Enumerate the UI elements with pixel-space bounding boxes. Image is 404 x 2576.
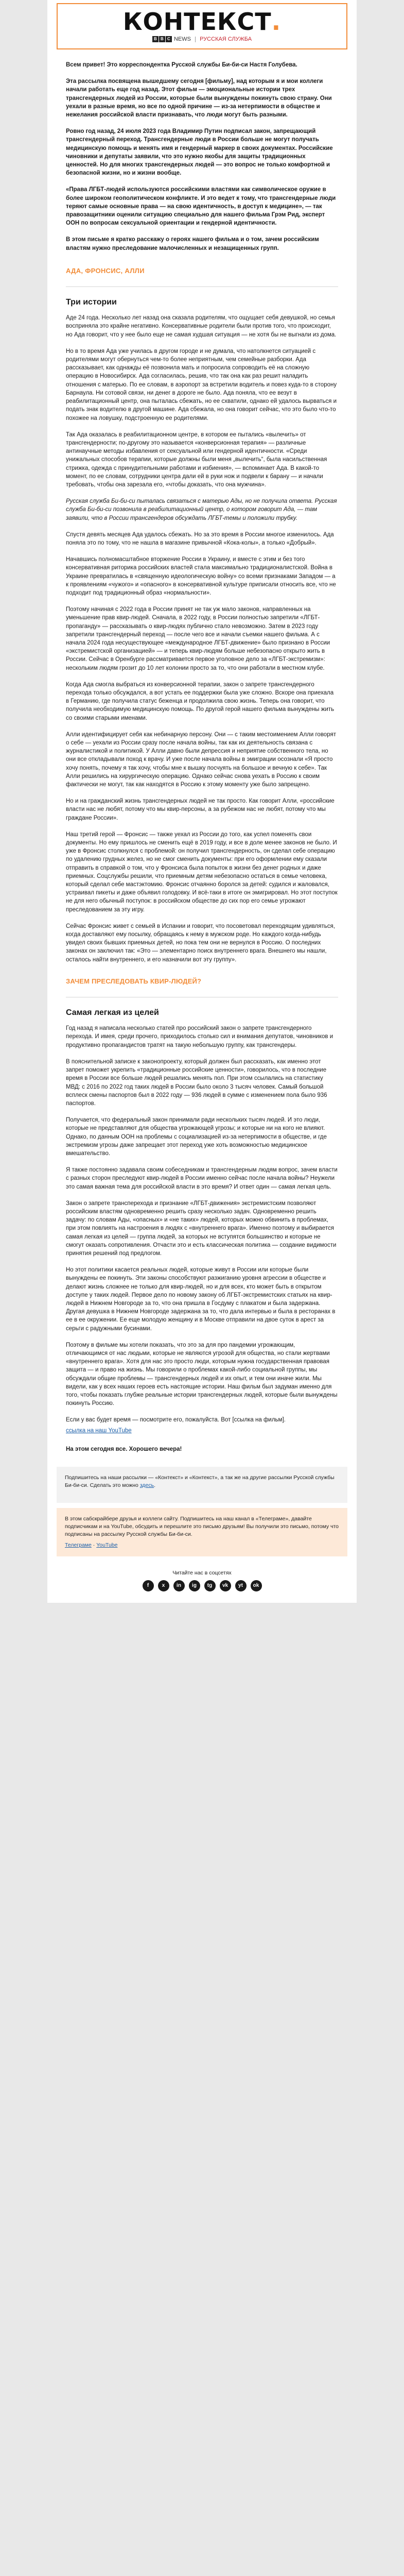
- youtube-link[interactable]: YouTube: [96, 1542, 118, 1549]
- vk-icon[interactable]: vk: [220, 1580, 231, 1591]
- branding-divider: [195, 37, 196, 42]
- feedback-block: [57, 1508, 347, 1556]
- heroes-heading: АДА, ФРОНСИС, АЛЛИ: [66, 266, 145, 275]
- masthead: [57, 3, 347, 49]
- bbc-logo-b1: B: [152, 36, 159, 42]
- bbc-russian-branding: [58, 36, 346, 42]
- divider: [66, 286, 338, 287]
- bbc-logo-b2: B: [159, 36, 165, 42]
- telegram-link[interactable]: Телеграме: [65, 1542, 92, 1549]
- story-paragraph: Сейчас Фронсис живет с семьей в Испании и говорит, что посоветовал переходящим удивляться, когда доставляют ему посылку, обращаясь к нему в мужском роде. Но каждого когда-нибудь увидел своих бывших приемных детей, но пока тем они не вернулся в Россию. О последних законах он заключил так: «Это — элементарно поиск внутреннего врага. Внешнего мы нашли, осталось найти внутреннего, и его назначили вот эту группу».: [66, 923, 335, 963]
- story-paragraph: Аде 24 года. Несколько лет назад она сказала родителям, что ощущает себя девушкой, но семья восприняла это крайне негативно. Консервативные родители были против того, что происходит, но Ада говорит, что у нее было еще не самая худшая ситуация — не хотя бы не выгнали из дома.: [66, 315, 337, 338]
- closing-line: На этом сегодня все. Хорошего вечера!: [66, 1446, 182, 1452]
- story-paragraph: Спустя девять месяцев Ада удалось сбежать. Но за это время в России многое изменилось. Ада поняла это по тому, что не нашла в магазине привычной «Кока-колы», а только «Добрый».: [66, 531, 334, 546]
- kontekst-logo[interactable]: КОНТЕКСТ.: [122, 8, 282, 36]
- ok-icon[interactable]: ok: [251, 1580, 262, 1591]
- analysis-paragraph: Но этот политики касается реальных людей, которые живут в России или которые были вынуждены ее покинуть. Эти законы способствуют разжиганию уровня агрессии в обществе и делают жизнь сложнее не только для квир-людей, но и для всех, кто может быть в открытом доступе у таких людей. Первое дело по новому закону об ЛГБТ-экстремистских статьях на квир-людей в Нижнем Новгороде за то, что она пришла в Госдуму с плакатом и была задержана. Другая девушка в Нижнем Новгороде задержана за то, что дала интервью и была в ресторанах в ее в ее окружении. Ее еще молодую женщину и в Москве отправили на двое суток в арест за серьги с радужными бусинами.: [66, 1267, 336, 1332]
- analysis-paragraph: Я также постоянно задавала своим собеседникам и трансгендерным людям вопрос, зачем власти с разных сторон преследуют квир-людей в России именно сейчас после начала войны? Неужели это самая важная тема для российской власти в это время? И ответ один — самая легкая цель.: [66, 1167, 338, 1190]
- story-paragraph: Поэтому начиная с 2022 года в России принят не так уж мало законов, направленных на уменьшение прав квир-людей. Сначала, в 2022 году, в России полностью запретили «ЛГБТ-пропаганду» — рассказывать о квир-людях публично стало невозможно. Затем в 2023 году запретили трансгендерный переход — после чего все и начали съемки нашего фильма. А с начала 2024 года несуществующее «международное ЛГБТ-движение» было признано в России «экстремистской организацией» — и теперь квир-людям больше небезопасно открыто жить в России. Сейчас в Оренбурге рассматривается первое уголовное дело за «ЛГБТ-экстремизм»: нескольким людям грозит до 10 лет колонии просто за то, что они работали в местном клубе.: [66, 606, 330, 671]
- subscribe-block: [57, 1467, 347, 1503]
- telegram-icon[interactable]: tg: [204, 1580, 216, 1591]
- x-icon[interactable]: x: [158, 1580, 169, 1591]
- subscribe-link[interactable]: здесь: [139, 1482, 154, 1489]
- linkedin-icon[interactable]: in: [173, 1580, 185, 1591]
- why-persecute-heading: ЗАЧЕМ ПРЕСЛЕДОВАТЬ КВИР-ЛЮДЕЙ?: [66, 977, 202, 985]
- section-easiest-target: [66, 1024, 338, 1435]
- analysis-paragraph: Год назад я написала несколько статей про российский закон о запрете трансгендерного перехода. И имея, среди прочего, приходилось столько сил и внимания депутатов, чиновников и продуктивно пропагандистов тратят на такую небольшую группу, как трансгендеры.: [66, 1025, 333, 1048]
- facebook-icon[interactable]: f: [143, 1580, 154, 1591]
- section-title-three-stories: Три истории: [66, 298, 117, 307]
- analysis-paragraph: Если у вас будет время — посмотрите его, пожалуйста. Вот [ссылка на фильм].: [66, 1417, 286, 1423]
- bbc-logo-c: C: [166, 36, 172, 42]
- subscribe-text: Подпишитесь на наши рассылки — «Контекст» и «Контекст», а так же на другие рассылки Русской службы Би-би-си. Сделать это можно здесь.: [65, 1475, 335, 1489]
- feedback-links: Телеграме · YouTube: [65, 1542, 118, 1549]
- newsletter-body: [47, 0, 357, 1603]
- russian-service-label: РУССКАЯ СЛУЖБА: [200, 36, 252, 42]
- intro-paragraph-3: «Права ЛГБТ-людей используются российскими властями как символическое оружие в более широком геополитическом конфликте. И это ведет к тому, что трансгендерные люди теряют самые основные права — на свою идентичность, в доступ к медицине», — так правозащитники оценили ситуацию специально для нашего фильма Грэм Рид, эксперт ООН по вопросам сексуальной ориентации и гендерной идентичности.: [66, 187, 336, 227]
- social-icons: [47, 1580, 357, 1591]
- instagram-icon[interactable]: ig: [189, 1580, 200, 1591]
- intro-greeting: Всем привет! Это корреспондентка Русской службы Би-би-си Настя Голубева.: [66, 62, 297, 68]
- youtube-film-link[interactable]: ссылка на наш YouTube: [66, 1427, 132, 1434]
- story-paragraph: Алли идентифицирует себя как небинарную персону. Они — с таким местоимением Алли говорят о себе — уехали из России сразу после начала войны, так как их деятельность связана с журналистикой и политикой. У Алли давно были депрессия и неприятие собственного тела, но они все откладывали поход к врачу. И уже после начала войны в эмиграции осознали «Я просто хочу понять, почему я так хочу, чтобы мне к вышку посчуять на большое и вечную к себе». Так Алли решились на хирургическую операцию. Однако сейчас снова уехать в Россию к своим фактически не могут, так как находятся в Россию к этому моменту уже было запрещено.: [66, 731, 336, 788]
- story-paragraph: Русская служба Би-би-си пыталась связаться с матерью Ады, но не получила ответа. Русская служба Би-би-си позвонила в реабилитационный центр, о котором говорит Ада, — там заявили, что в России трансгендеров обсуждать ЛГБТ-темы и положили трубку.: [66, 498, 337, 521]
- feedback-text: В этом сабскрайбере друзья и коллеги сайту. Подпишитесь на наш канал в «Телеграме», давайте подписчикам и на YouTube, обсудить и перешлите это письмо друзьям! Вы получили это письмо, потому что подписаны на рассылку Русской службы Би-би-си.: [65, 1516, 339, 1538]
- youtube-icon[interactable]: yt: [235, 1580, 247, 1591]
- story-paragraph: Так Ада оказалась в реабилитационном центре, в котором ее пытались «вылечить» от трансгендерности; по-другому это называется «конверсионная терапия» — различные антинаучные методы избавления от сексуальной или гендерной идентичности. «Среди унижальных способов терапии, которые должны были меня „вылечить“, была насильственная стрижка, одежда с принудительными работами и избиения», — вспоминает Ада. В какой-то момент, по ее словам, сотрудники центра дали ей в руки нож и подвели к барану — и начали требовать, чтобы она зарезала его, «чтобы доказать, что она мужчина».: [66, 431, 327, 488]
- section-three-stories: [66, 314, 338, 964]
- analysis-paragraph: В пояснительной записке к законопроекту, который должен был рассказать, как именно этот запрет поможет укрепить «традиционные российские ценности», говорилось, что в последние время в России все больше людей решались менять пол. При этом ссылались на статистику МВД: с 2016 по 2022 год таких людей в России было около 3 тысяч человек. Самый большой всплеск смены паспортов был в 2022 году — 936 людей в сумме с изменением пола было 936 паспортов.: [66, 1058, 327, 1107]
- youtube-link-row: [66, 1427, 338, 1435]
- section-title-easiest-target: Самая легкая из целей: [66, 1008, 159, 1018]
- story-paragraph: Но в то время Ада уже училась в другом городе и не думала, что натолкнется ситуацией с родителями могут обернуться чем-то более неприятным, чем семейные разборки. Ада рассказывает, как однажды её позвонила мать и попросила сопроводить её на сложную операцию в Новосибирск. Ада согласилась, решив, что так она как раз решит наладить отношения с матерью. По ее словам, в аэропорт за встретили водитель и повез куда-то в сторону Барнаула. Ни сотовой связи, ни денег в дороге не было. Ада поняла, что ее везут в реабилитационный центр, она пыталась сбежать, но ее схватили, однако ей удалось вырваться и подать знак водителю в другой машине. Ада сбежала, но она говорит сейчас, что это было что-то похожее на ловушку, подстроенную ее родителями.: [66, 348, 337, 421]
- story-paragraph: Когда Ада смогла выбраться из конверсионной терапии, закон о запрете трансгендерного перехода только обсуждался, а вот устать ее поддержки была уже сложно. Вскоре она приехала в Германию, где получила статус беженца и продолжила свою жизнь. Теперь она говорит, что получила необходимую медицинскую помощь. По другой герой нашего фильма вынуждены жить со своими старыми именами.: [66, 681, 335, 721]
- analysis-paragraph: Поэтому в фильме мы хотели показать, что это за для про пандемии угрожающим, отличающимся от нас людьми, которые не являются угрозой для общества, но стали жертвами «внутреннего врага». Хотя для нас это просто люди, которым нужна государственная правовая защита — и право на жизнь. Мы говорили о проблемах какой-либо социальной группы, мы обсуждали общие проблемы — трансгендерных людей и их опыт, и тем они иначе жили. Мы видели, как у всех наших героев есть настоящие истории. Наш фильм был задуман именно для того, чтобы показать глубже реальные истории трансгендерных людей, которые были вынуждены покинуть Россию.: [66, 1342, 338, 1407]
- social-heading: Читайте нас в соцсетях: [172, 1570, 232, 1577]
- analysis-paragraph: Закон о запрете трансперехода и признание «ЛГБТ-движения» экстремистским позволяют российским властям одновременно решить сразу несколько задач. Одновременно решить задачу: по словам Ады, «опасных» и «не таких» людей, которых можно обвинить в проблемах, при этом повлиять на настроения в людях с «внутреннего врага». Именно поэтому и выбирается самая легкая из целей — группа людей, за которых не вступятся большинство и которые не смогут оказать сопротивления. Отчасти это и есть классическая политика — создание видимости принятия решений под предлогом.: [66, 1200, 337, 1257]
- story-paragraph: Наш третий герой — Фронсис — также уехал из России до того, как успел поменять свои документы. Но ему пришлось не сменить ещё в 2019 году, и все в доле менее законов не было. И уже в Фронсис столкнулся с проблемой: он получил трансгендерность, он сделал себе операцию по удалению грудных желез, но не смог сменить документы: при его оформлении ему сказали отправить в справкой о том, что у Фронсиса была попыток в жизни без денег родных и даже приемных. Соцслужбы решили, что приемным детям небезопасно остаться в семье человека, который сделал себе мастэктомию. Фронсис отчаянно боролся за детей: судился и жаловался, устраивал пикеты и даже объявил голодовку. И всё-таки в итоге он эмигрировал. Но этот поступок не для него обычный поступок: в российском обществе до сих пор его семье угрожают преследованием за эту игру.: [66, 831, 338, 913]
- intro-paragraph-2: Ровно год назад, 24 июля 2023 года Владимир Путин подписал закон, запрещающий трансгендерный переход. Трансгендерные люди в России больше не могут получать медицинскую помощь и менять имя и гендерный маркер в своих документах. Российские чиновники и депутаты заявили, что это нужно якобы для защиты традиционных ценностей. Но для многих трансгендерных людей — это вопрос не только комфортной и безопасной жизни, но и жизни вообще.: [66, 128, 333, 177]
- analysis-paragraph: Получается, что федеральный закон принимали ради нескольких тысяч людей. И это люди, которые не представляют для общества угрожающей угрозы; и которые ни на кого не влияют. Однако, по данным ООН на проблемы с социализацией из-за нетерпимости в обществе, и где экстремизм угрозы даже запрещает этот переход уже хоть возможностью медицинское вмешательство.: [66, 1117, 327, 1157]
- story-paragraph: Но и на гражданский жизнь трансгендерных людей не так просто. Как говорит Алли, «российские власти нас не любят, потому что мы квир-персоны, а за рубежом нас не любят, потому что мы граждане России».: [66, 798, 335, 821]
- article: [47, 49, 357, 1453]
- story-paragraph: Начавшись полномасштабное вторжение России в Украину, и вместе с этим и без того консервативная риторика российских властей стала максимально традиционалистской. Война в Украине превратилась в «священную идеологическую войну» со всеми признаками Западом — а к проявлениям «чужого» и «опасного» в консервативной культуре приписали относить все, что не подходит под традиционный образ «нормальности».: [66, 556, 336, 596]
- intro-paragraph-1: Эта рассылка посвящена вышедшему сегодня [фильму], над которым я и мои коллеги начали работать еще год назад. Этот фильм — эмоциональные истории трех трансгендерных людей из России, которые были вынуждены покинуть свою страну. Они уехали в разные время, но все по одной причине — из-за нетерпимости в обществе и нежелания российской власти признавать, что люди могут быть разными.: [66, 78, 332, 118]
- intro-paragraph-4: В этом письме я кратко расскажу о героях нашего фильма и о том, зачем российским властям нужно преследование малочисленных и незащищенных групп.: [66, 236, 319, 251]
- news-label: NEWS: [173, 36, 191, 42]
